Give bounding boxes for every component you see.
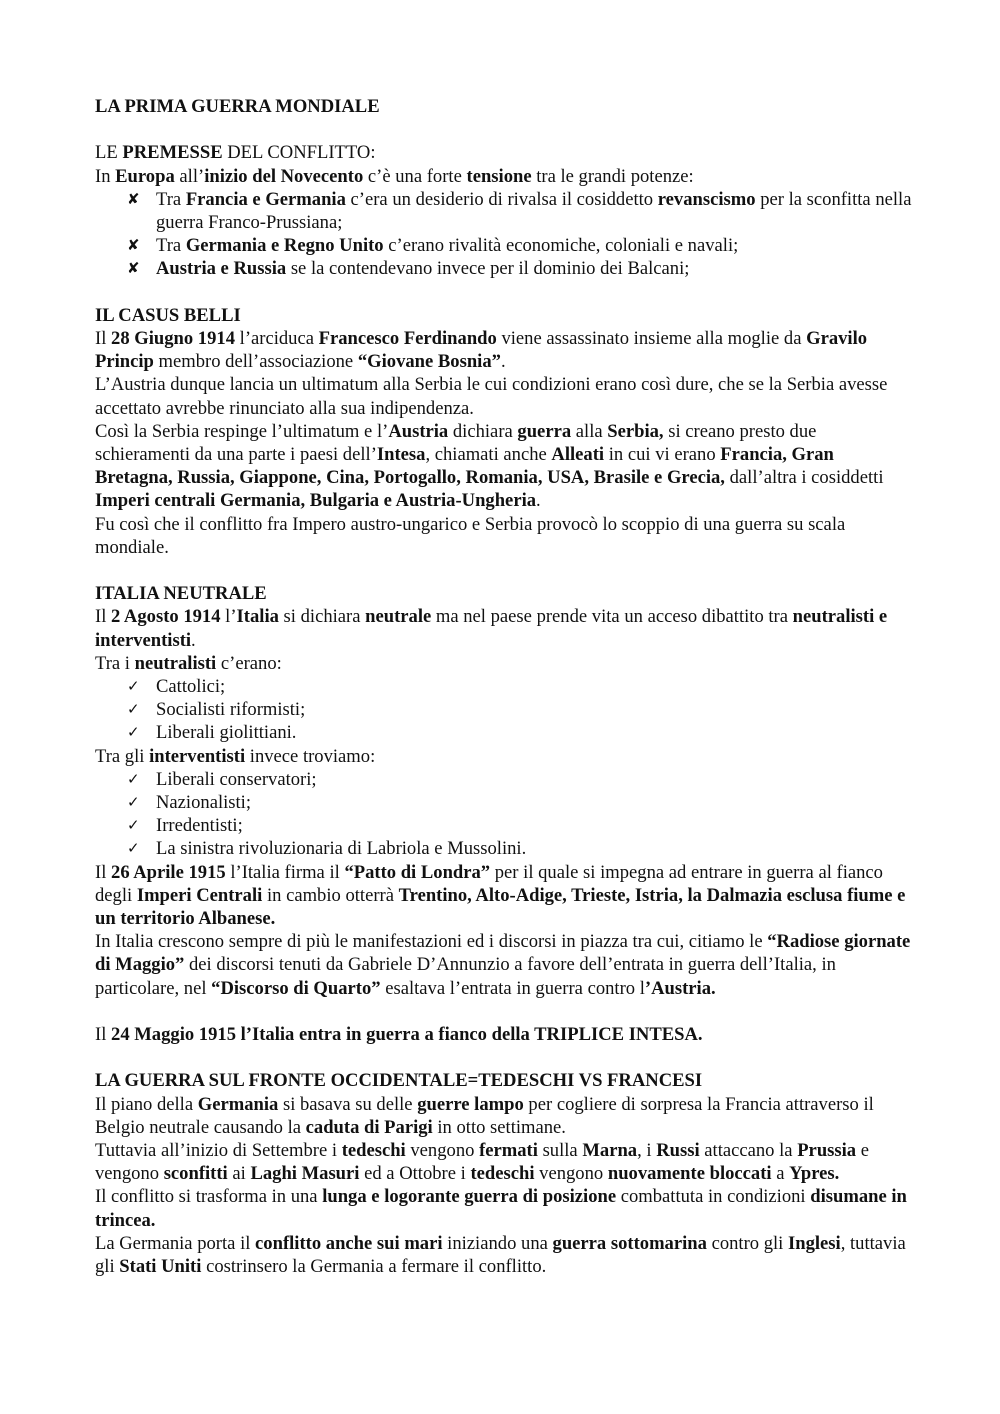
italia-paragraph xyxy=(95,861,915,931)
text-run: attaccano la xyxy=(699,1140,798,1162)
bold-text: 28 Giugno 1914 xyxy=(111,328,235,349)
text-run: DEL CONFLITTO: xyxy=(222,142,376,164)
text-run: dei discorsi tenuti da Gabriele D’Annunzio a favore dell’entrata in guerra dell’Italia, in particolare, nel xyxy=(95,954,836,999)
text-run: ed a Ottobre i xyxy=(359,1163,471,1185)
bold-text: 24 Maggio 1915 l’Italia entra in guerra a fianco della TRIPLICE INTESA. xyxy=(111,1024,703,1046)
check-mark-icon: ✓ xyxy=(127,839,140,858)
bold-text: Francia, Gran Bretagna, Russia, Giappone, Cina, Portogallo, Romania, USA, Brasile e Grecia, xyxy=(95,444,834,489)
list-item: ✓ Nazionalisti; xyxy=(127,792,252,814)
bold-text: Marna xyxy=(582,1140,638,1162)
bold-text: “Discorso di Quarto” xyxy=(211,977,381,999)
text-run: Il xyxy=(95,861,112,883)
italia-heading: ITALIA NEUTRALE xyxy=(95,583,267,605)
list-item: ✓ Liberali conservatori; xyxy=(127,768,317,790)
text-run: in cui vi erano xyxy=(604,444,721,466)
text-run: . xyxy=(536,490,541,512)
fronte-paragraph xyxy=(95,1093,915,1139)
bold-text: Francia e Germania xyxy=(185,188,346,210)
bold-text: conflitto anche sui mari xyxy=(255,1232,443,1254)
text-run: Tra xyxy=(156,188,186,210)
text-run: per cogliere di sorpresa la Francia attraverso il Belgio neutrale causando la xyxy=(95,1093,874,1138)
italia-final xyxy=(95,1023,915,1046)
text-run: si dichiara xyxy=(278,606,366,628)
text-run: viene assassinato insieme alla moglie da xyxy=(496,328,807,349)
bold-text: PREMESSE xyxy=(122,142,223,164)
text-run: si basava su delle xyxy=(278,1093,418,1115)
bold-text: 26 Aprile 1915 xyxy=(111,861,226,883)
bold-text: neutralisti e interventisti xyxy=(95,606,888,651)
check-mark-icon: ✓ xyxy=(127,793,140,812)
list-item: ✓ Liberali giolittiani. xyxy=(127,722,297,744)
text-run: per la sconfitta nella guerra Franco-Prussiana; xyxy=(156,188,912,233)
text-run: in cambio otterrà xyxy=(262,884,399,906)
text-run: . xyxy=(500,351,506,373)
bold-text: Imperi centrali Germania, Bulgaria e Austria-Ungheria xyxy=(95,490,537,512)
text-run: esaltava l’entrata in guerra contro l xyxy=(380,977,645,999)
bold-text: Austria xyxy=(388,420,449,442)
fronte-paragraph xyxy=(95,1185,915,1231)
bold-text: interventisti xyxy=(149,745,246,767)
text-run: dichiara xyxy=(448,420,518,442)
text-run: invece troviamo: xyxy=(245,745,376,767)
text-run: , i xyxy=(637,1140,657,1162)
text-run: a xyxy=(771,1163,790,1185)
bold-text: tensione xyxy=(466,165,532,187)
text-run: Tra xyxy=(156,235,186,257)
ballot-x-icon: ✘ xyxy=(127,189,140,208)
bold-text: Stati Uniti xyxy=(119,1256,202,1278)
bold-text: Trentino, Alto-Adige, Trieste, Istria, la Dalmazia esclusa fiume e un territorio Albanese. xyxy=(95,884,906,930)
bold-text: Prussia xyxy=(797,1140,857,1162)
text-run: Il piano della xyxy=(95,1093,198,1115)
bold-text: “Patto di Londra” xyxy=(344,861,491,883)
casus-paragraph xyxy=(95,327,915,373)
casus-paragraph xyxy=(95,373,915,419)
bold-text: 2 Agosto 1914 xyxy=(111,606,221,628)
text-run: LE xyxy=(95,142,123,164)
text-run: all’ xyxy=(174,165,205,187)
bold-text: sconfitti xyxy=(163,1163,228,1185)
bold-text: Russi xyxy=(656,1140,700,1162)
text-run: c’è una forte xyxy=(363,165,467,187)
bold-text: Laghi Masuri xyxy=(250,1163,360,1185)
text-run: combattuta in condizioni xyxy=(616,1186,811,1208)
bold-text: fermati xyxy=(479,1140,538,1162)
bold-text: ’Austria. xyxy=(644,977,716,999)
text-run: Il conflitto si trasforma in una xyxy=(95,1186,323,1208)
bold-text: Alleati xyxy=(551,444,605,466)
bold-text: inizio del Novecento xyxy=(204,165,364,187)
premesse-list xyxy=(95,188,915,281)
bold-text: neutralisti xyxy=(134,652,217,674)
list-item xyxy=(127,188,915,234)
italia-intro xyxy=(95,605,915,651)
neutralisti-list xyxy=(95,675,915,745)
bold-text: lunga e logorante guerra di posizione xyxy=(322,1186,617,1208)
bold-text: “Radiose giornate di Maggio” xyxy=(95,931,911,976)
text-run: , chiamati anche xyxy=(425,444,552,466)
bold-text: disumane in trincea. xyxy=(95,1186,907,1231)
text-run: , tuttavia gli xyxy=(95,1232,906,1278)
text-run: c’erano: xyxy=(216,652,282,674)
check-mark-icon: ✓ xyxy=(127,723,140,742)
text-run: Il xyxy=(95,1024,112,1046)
bold-text: Gravilo Princip xyxy=(95,328,868,373)
bold-text: Serbia, xyxy=(607,420,664,442)
casus-paragraph xyxy=(95,420,915,513)
text-run: tra le grandi potenze: xyxy=(531,165,694,187)
text-run: costrinsero la Germania a fermare il conflitto. xyxy=(201,1256,547,1278)
bold-text: Intesa xyxy=(376,444,426,466)
bold-text: “Giovane Bosnia” xyxy=(357,351,501,373)
bold-text: tedeschi xyxy=(470,1163,535,1185)
list-item xyxy=(127,257,915,280)
bold-text: Germania e Regno Unito xyxy=(185,235,384,257)
bold-text: Imperi Centrali xyxy=(136,884,263,906)
ballot-x-icon: ✘ xyxy=(127,259,140,278)
interventisti-intro xyxy=(95,745,915,768)
text-run: l’ xyxy=(220,606,237,628)
fronte-paragraph xyxy=(95,1139,915,1185)
bold-text: caduta di Parigi xyxy=(305,1116,433,1138)
text-run: contro gli xyxy=(706,1232,788,1254)
premesse-intro xyxy=(95,165,915,188)
interventisti-list xyxy=(95,768,915,861)
bold-text: nuovamente bloccati xyxy=(607,1163,772,1185)
text-run: Così la Serbia respinge l’ultimatum e l’ xyxy=(95,420,389,442)
bold-text: guerra xyxy=(517,420,572,442)
text-run: La Germania porta il xyxy=(95,1232,256,1254)
bold-text: guerre lampo xyxy=(417,1093,524,1115)
neutralisti-intro xyxy=(95,652,915,675)
text-run: per il quale si impegna ad entrare in guerra al fianco degli xyxy=(95,861,883,906)
text-run: l’arciduca xyxy=(235,328,319,349)
bold-text: Ypres. xyxy=(789,1163,840,1185)
text-run: Tra i xyxy=(95,652,135,674)
text-run: L’Austria dunque lancia un ultimatum alla Serbia le cui condizioni erano così dure, che se la Serbia avesse accettato avrebbe rinunciato alla sua indipendenza. xyxy=(95,374,888,419)
text-run: in otto settimane. xyxy=(432,1116,566,1138)
fronte-heading: LA GUERRA SUL FRONTE OCCIDENTALE=TEDESCHI VS FRANCESI xyxy=(95,1070,703,1092)
text-run: c’erano rivalità economiche, coloniali e navali; xyxy=(383,235,739,257)
text-run: vengono xyxy=(534,1163,608,1185)
check-mark-icon: ✓ xyxy=(127,677,140,696)
list-item: ✓ Socialisti riformisti; xyxy=(127,699,306,721)
text-run: iniziando una xyxy=(442,1232,553,1254)
bold-text: neutrale xyxy=(365,606,432,628)
text-run: . xyxy=(191,629,196,651)
bold-text: Austria e Russia xyxy=(156,258,287,280)
text-run: Tra gli xyxy=(95,745,150,767)
text-run: ma nel paese prende vita un acceso dibattito tra xyxy=(431,606,793,628)
text-run: c’era un desiderio di rivalsa il cosiddetto xyxy=(345,188,658,210)
bold-text: Francesco Ferdinando xyxy=(318,328,497,349)
text-run: alla xyxy=(571,420,608,442)
list-item: ✓ Cattolici; xyxy=(127,676,226,698)
bold-text: Inglesi xyxy=(788,1232,841,1254)
bold-text: Germania xyxy=(197,1093,279,1115)
text-run: si creano presto due schieramenti da una parte i paesi dell’ xyxy=(95,420,817,466)
text-run: Il xyxy=(95,606,112,628)
fronte-paragraph xyxy=(95,1232,915,1278)
text-run: dall’altra i cosiddetti xyxy=(724,467,884,489)
check-mark-icon: ✓ xyxy=(127,816,140,835)
check-mark-icon: ✓ xyxy=(127,700,140,719)
text-run: Il xyxy=(95,328,112,349)
bold-text: revanscismo xyxy=(657,188,756,210)
list-item: ✓ La sinistra rivoluzionaria di Labriola e Mussolini. xyxy=(127,838,527,860)
ballot-x-icon: ✘ xyxy=(127,236,140,255)
text-run: membro dell’associazione xyxy=(153,351,358,373)
text-run: l’Italia firma il xyxy=(225,861,345,883)
italia-paragraph xyxy=(95,930,915,1000)
list-item: ✓ Irredentisti; xyxy=(127,815,243,837)
check-mark-icon: ✓ xyxy=(127,769,140,788)
text-run: vengono xyxy=(405,1140,480,1162)
bold-text: guerra sottomarina xyxy=(552,1232,707,1254)
text-run: In Italia crescono sempre di più le manifestazioni ed i discorsi in piazza tra cui, citiamo le xyxy=(95,931,768,953)
text-run: Fu così che il conflitto fra Impero austro-ungarico e Serbia provocò lo scoppio di una guerra su scala mondiale. xyxy=(95,513,846,558)
bold-text: Italia xyxy=(236,606,279,628)
text-run: e vengono xyxy=(95,1140,869,1185)
list-item xyxy=(127,234,915,257)
premesse-heading xyxy=(95,141,915,164)
text-run: ai xyxy=(227,1163,251,1185)
text-run: se la contendevano invece per il dominio dei Balcani; xyxy=(286,258,690,280)
document-page xyxy=(95,95,915,1278)
page-title: LA PRIMA GUERRA MONDIALE xyxy=(95,96,380,117)
bold-text: Europa xyxy=(115,165,175,187)
text-run: sulla xyxy=(537,1140,583,1162)
text-run: In xyxy=(95,165,116,187)
casus-heading: IL CASUS BELLI xyxy=(95,304,241,326)
casus-paragraph xyxy=(95,513,915,559)
text-run: Tuttavia all’inizio di Settembre i xyxy=(95,1140,342,1162)
bold-text: tedeschi xyxy=(341,1140,406,1162)
